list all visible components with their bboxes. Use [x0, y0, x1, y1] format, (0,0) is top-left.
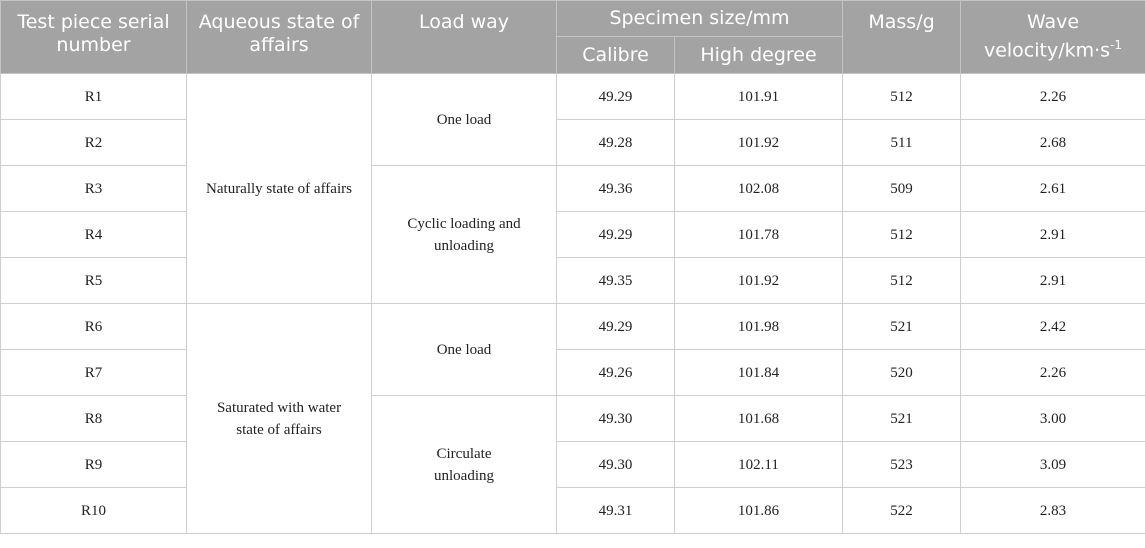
cell-id: R7	[1, 350, 187, 396]
cell-height: 101.92	[675, 120, 843, 166]
cell-mass: 509	[843, 166, 961, 212]
header-specimen-size: Specimen size/mm	[557, 1, 843, 37]
cell-id: R10	[1, 488, 187, 534]
cell-calibre: 49.35	[557, 258, 675, 304]
header-calibre: Calibre	[557, 37, 675, 74]
cell-height: 101.78	[675, 212, 843, 258]
table-row	[1, 258, 1145, 304]
cell-mass: 512	[843, 74, 961, 120]
table-header	[1, 1, 1145, 74]
cell-mass: 520	[843, 350, 961, 396]
cell-id: R6	[1, 304, 187, 350]
cell-calibre: 49.29	[557, 304, 675, 350]
cell-calibre: 49.36	[557, 166, 675, 212]
cell-height: 101.84	[675, 350, 843, 396]
cell-natural-state: Naturally state of affairs	[187, 74, 372, 304]
cell-id: R2	[1, 120, 187, 166]
table-row	[1, 212, 1145, 258]
cell-velocity: 3.09	[961, 442, 1145, 488]
cell-one-load-saturated: One load	[372, 304, 557, 396]
header-serial-number: Test piece serial number	[1, 1, 187, 74]
cell-cyclic-loading: Cyclic loading and unloading	[372, 166, 557, 304]
cell-velocity: 2.91	[961, 258, 1145, 304]
table-body	[1, 74, 1145, 534]
cell-velocity: 2.61	[961, 166, 1145, 212]
cell-height: 101.92	[675, 258, 843, 304]
cell-mass: 521	[843, 304, 961, 350]
cell-calibre: 49.30	[557, 442, 675, 488]
cell-mass: 511	[843, 120, 961, 166]
header-high-degree: High degree	[675, 37, 843, 74]
table-row	[1, 488, 1145, 534]
cell-velocity: 2.26	[961, 350, 1145, 396]
cell-mass: 523	[843, 442, 961, 488]
cell-height: 102.11	[675, 442, 843, 488]
cell-height: 101.68	[675, 396, 843, 442]
cell-calibre: 49.31	[557, 488, 675, 534]
header-wave-velocity-exponent: -1	[1110, 38, 1123, 52]
cell-velocity: 3.00	[961, 396, 1145, 442]
cell-velocity: 2.68	[961, 120, 1145, 166]
cell-height: 101.91	[675, 74, 843, 120]
cell-mass: 521	[843, 396, 961, 442]
header-load-way: Load way	[372, 1, 557, 74]
cell-velocity: 2.91	[961, 212, 1145, 258]
table-row	[1, 350, 1145, 396]
table-row	[1, 304, 1145, 350]
cell-calibre: 49.29	[557, 212, 675, 258]
cell-calibre: 49.30	[557, 396, 675, 442]
cell-height: 101.86	[675, 488, 843, 534]
header-aqueous-state: Aqueous state of affairs	[187, 1, 372, 74]
cell-one-load-natural: One load	[372, 74, 557, 166]
cell-velocity: 2.83	[961, 488, 1145, 534]
cell-height: 102.08	[675, 166, 843, 212]
cell-calibre: 49.28	[557, 120, 675, 166]
cell-id: R8	[1, 396, 187, 442]
table-row	[1, 120, 1145, 166]
table-row	[1, 396, 1145, 442]
cell-calibre: 49.29	[557, 74, 675, 120]
table-row	[1, 166, 1145, 212]
cell-velocity: 2.42	[961, 304, 1145, 350]
cell-circulate-unloading: Circulate unloading	[372, 396, 557, 534]
cell-height: 101.98	[675, 304, 843, 350]
header-wave-velocity	[961, 1, 1145, 74]
cell-velocity: 2.26	[961, 74, 1145, 120]
cell-id: R3	[1, 166, 187, 212]
cell-id: R9	[1, 442, 187, 488]
header-wave-velocity-label: Wave velocity/km·s	[983, 11, 1111, 62]
cell-id: R4	[1, 212, 187, 258]
table-row	[1, 442, 1145, 488]
cell-mass: 512	[843, 212, 961, 258]
cell-id: R5	[1, 258, 187, 304]
header-mass: Mass/g	[843, 1, 961, 74]
cell-mass: 522	[843, 488, 961, 534]
cell-calibre: 49.26	[557, 350, 675, 396]
cell-saturated-state: Saturated with water state of affairs	[187, 304, 372, 534]
table-row	[1, 74, 1145, 120]
cell-mass: 512	[843, 258, 961, 304]
cell-id: R1	[1, 74, 187, 120]
